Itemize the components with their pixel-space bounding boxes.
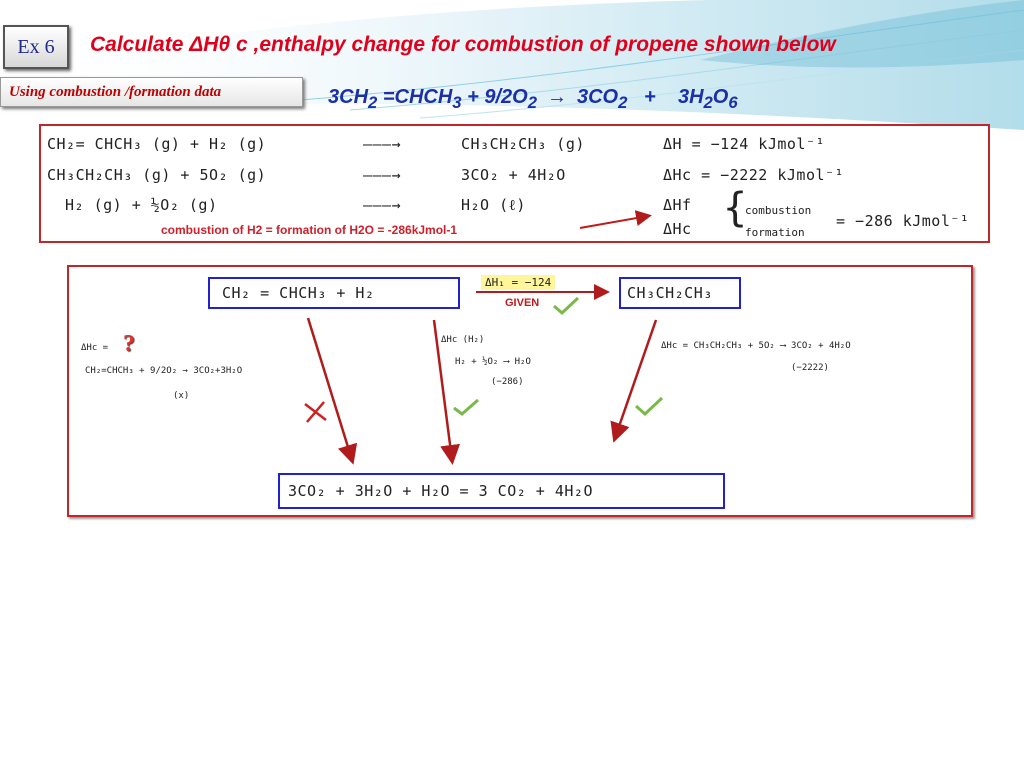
eq-arrow: →: [546, 86, 567, 108]
brace-label-combustion: combustion: [745, 204, 812, 217]
reaction-row-1-dh: ΔH = −124 kJmol⁻¹: [663, 135, 826, 153]
eq-term: =CHCH: [377, 86, 453, 108]
eq-term: +: [627, 86, 678, 108]
tick-icon: [454, 400, 478, 414]
note-caption: combustion of H2 = formation of H2O = -286kJmol-1: [161, 223, 458, 237]
title-text: Calculate ΔHθ c ,enthalpy change for combustion of propene shown below: [90, 33, 836, 56]
reaction-row-1-arrow: ———→: [363, 135, 402, 153]
reaction-row-3-right: H₂O (ℓ): [461, 196, 526, 214]
reaction-row-1-left: CH₂= CHCH₃ (g) + H₂ (g): [47, 135, 267, 153]
eq-term: 3CO: [576, 86, 619, 108]
brace-label-formation: formation: [745, 226, 805, 239]
eq-sub: 3: [452, 93, 462, 112]
products-text: 3CO₂ + 3H₂O + H₂O = 3 CO₂ + 4H₂O: [288, 482, 593, 500]
reaction-row-3-arrow: ———→: [363, 196, 402, 214]
cross-icon: [305, 402, 326, 422]
right-equation: ΔHc = CH₃CH₂CH₃ + 5O₂ ⟶ 3CO₂ + 4H₂O: [661, 341, 851, 351]
eq-term: O: [712, 86, 729, 108]
given-label: GIVEN: [505, 297, 540, 309]
left-down-arrow: [308, 318, 352, 460]
dhc-label: ΔHc: [663, 220, 692, 238]
eq-sub: 2: [527, 93, 537, 112]
example-label: Ex 6: [3, 25, 69, 69]
reaction-row-3-dh: ΔHf: [663, 196, 692, 214]
mid-down-arrow: [434, 320, 452, 460]
reaction-row-1-right: CH₃CH₂CH₃ (g): [461, 135, 585, 153]
tick-icon: [554, 298, 578, 313]
eq-term: 3H: [677, 86, 704, 108]
question-mark-icon: ?: [123, 331, 135, 357]
right-down-arrow: [615, 320, 656, 438]
caption-arrow: [580, 216, 648, 228]
right-value: (−2222): [791, 363, 829, 373]
given-dh-value: ΔH₁ = −124: [481, 275, 555, 290]
left-equation: CH₂=CHCH₃ + 9/2O₂ → 3CO₂+3H₂O: [85, 366, 243, 376]
mid-equation: H₂ + ½O₂ ⟶ H₂O: [455, 357, 531, 367]
method-label: Using combustion /formation data: [0, 77, 303, 107]
reaction-row-2-arrow: ———→: [363, 166, 402, 184]
h2o-formation-value: = −286 kJmol⁻¹: [836, 212, 970, 230]
mid-value: (−286): [491, 377, 524, 387]
left-dh-label: ΔHc =: [81, 343, 109, 353]
reaction-row-2-dh: ΔHc = −2222 kJmol⁻¹: [663, 166, 845, 184]
propane-text: CH₃CH₂CH₃: [627, 284, 713, 302]
reaction-row-3-left: H₂ (g) + ½O₂ (g): [65, 196, 218, 214]
reaction-row-2-right: 3CO₂ + 4H₂O: [461, 166, 566, 184]
eq-sub: 2: [618, 93, 628, 112]
mid-dh-label: ΔHc (H₂): [441, 335, 485, 345]
curly-brace-icon: {: [723, 185, 748, 231]
left-unknown: (x): [173, 391, 190, 401]
reactants-text: CH₂ = CHCH₃ + H₂: [222, 284, 375, 302]
eq-sub: 2: [368, 93, 378, 112]
tick-icon: [636, 398, 662, 414]
eq-sub: 6: [728, 93, 738, 112]
eq-term: 3CH: [328, 86, 369, 108]
eq-sub: 2: [703, 93, 713, 112]
reaction-row-2-left: CH₃CH₂CH₃ (g) + 5O₂ (g): [47, 166, 267, 184]
eq-term: + 9/2O: [461, 86, 528, 108]
